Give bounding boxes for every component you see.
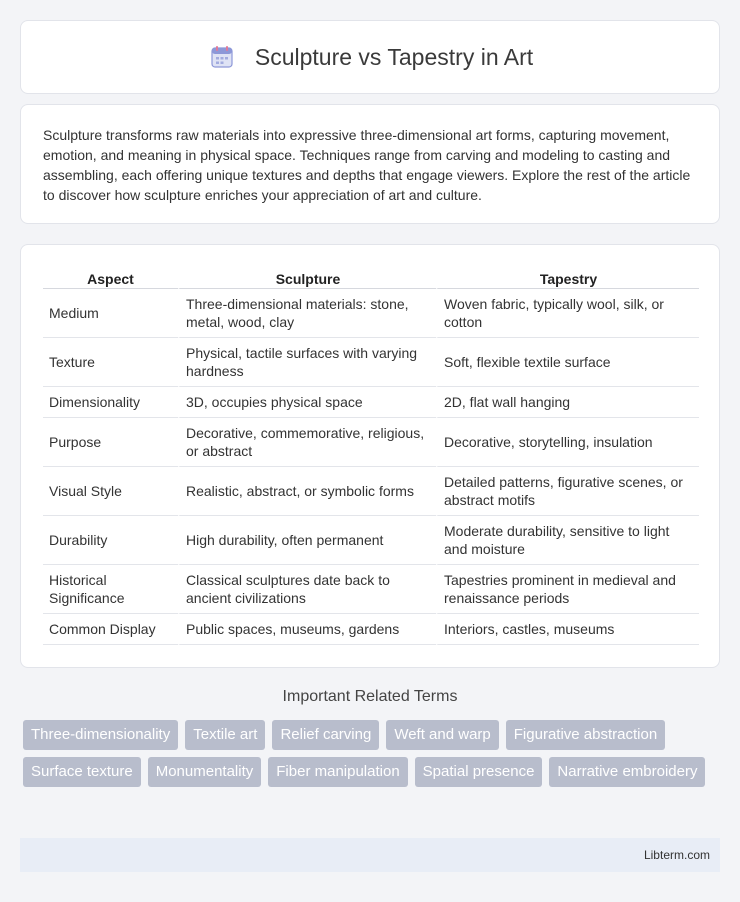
table-row — [43, 565, 699, 614]
cell-tapestry: Soft, flexible textile surface — [436, 338, 699, 387]
cell-aspect: Dimensionality — [43, 387, 178, 418]
term-chip[interactable]: Narrative embroidery — [549, 757, 705, 787]
header-aspect: Aspect — [43, 265, 178, 289]
header-tapestry: Tapestry — [436, 265, 699, 289]
cell-tapestry: Detailed patterns, figurative scenes, or abstract motifs — [436, 467, 699, 516]
cell-sculpture: High durability, often permanent — [178, 516, 436, 565]
page-title: Sculpture vs Tapestry in Art — [254, 43, 534, 70]
term-chip[interactable]: Relief carving — [272, 720, 379, 750]
table-row — [43, 614, 699, 645]
intro-text: Sculpture transforms raw materials into expressive three-dimensional art forms, capturing movement, emotion, and meaning in physical space. Techniques range from carving and modeling to casting and assembling, each offering unique textures and depths that engage viewers. Explore the rest of the article to discover how sculpture enriches your appreciation of art and culture. — [43, 127, 691, 203]
table-row — [43, 516, 699, 565]
term-chip[interactable]: Monumentality — [148, 757, 262, 787]
footer — [20, 838, 720, 872]
cell-sculpture: Decorative, commemorative, religious, or abstract — [178, 418, 436, 467]
cell-aspect: Visual Style — [43, 467, 178, 516]
cell-aspect: Historical Significance — [43, 565, 178, 614]
table-row — [43, 467, 699, 516]
cell-tapestry: Moderate durability, sensitive to light and moisture — [436, 516, 699, 565]
term-chip[interactable]: Weft and warp — [386, 720, 498, 750]
cell-aspect: Medium — [43, 289, 178, 338]
cell-sculpture: Classical sculptures date back to ancient civilizations — [178, 565, 436, 614]
cell-sculpture: Three-dimensional materials: stone, metal, wood, clay — [178, 289, 436, 338]
table-row — [43, 418, 699, 467]
table-row — [43, 289, 699, 338]
cell-sculpture: Realistic, abstract, or symbolic forms — [178, 467, 436, 516]
term-chip[interactable]: Three-dimensionality — [23, 720, 178, 750]
cell-tapestry: 2D, flat wall hanging — [436, 387, 699, 418]
cell-tapestry: Interiors, castles, museums — [436, 614, 699, 645]
cell-aspect: Durability — [43, 516, 178, 565]
cell-aspect: Texture — [43, 338, 178, 387]
intro-card — [20, 104, 720, 224]
term-chip[interactable]: Fiber manipulation — [268, 757, 407, 787]
comparison-card — [20, 244, 720, 668]
term-chip[interactable]: Figurative abstraction — [506, 720, 665, 750]
cell-sculpture: 3D, occupies physical space — [178, 387, 436, 418]
cell-tapestry: Tapestries prominent in medieval and renaissance periods — [436, 565, 699, 614]
term-chip[interactable]: Spatial presence — [415, 757, 543, 787]
cell-sculpture: Physical, tactile surfaces with varying hardness — [178, 338, 436, 387]
footer-link[interactable]: Libterm.com — [643, 848, 710, 862]
comparison-table — [43, 265, 699, 645]
table-row — [43, 387, 699, 418]
calendar-icon — [207, 42, 237, 72]
cell-aspect: Common Display — [43, 614, 178, 645]
related-terms-list — [23, 720, 713, 787]
cell-tapestry: Decorative, storytelling, insulation — [436, 418, 699, 467]
table-row — [43, 338, 699, 387]
cell-sculpture: Public spaces, museums, gardens — [178, 614, 436, 645]
header-sculpture: Sculpture — [178, 265, 436, 289]
related-terms-title: Important Related Terms — [282, 688, 458, 705]
cell-tapestry: Woven fabric, typically wool, silk, or cotton — [436, 289, 699, 338]
term-chip[interactable]: Surface texture — [23, 757, 141, 787]
cell-aspect: Purpose — [43, 418, 178, 467]
term-chip[interactable]: Textile art — [185, 720, 265, 750]
header-card — [20, 20, 720, 94]
